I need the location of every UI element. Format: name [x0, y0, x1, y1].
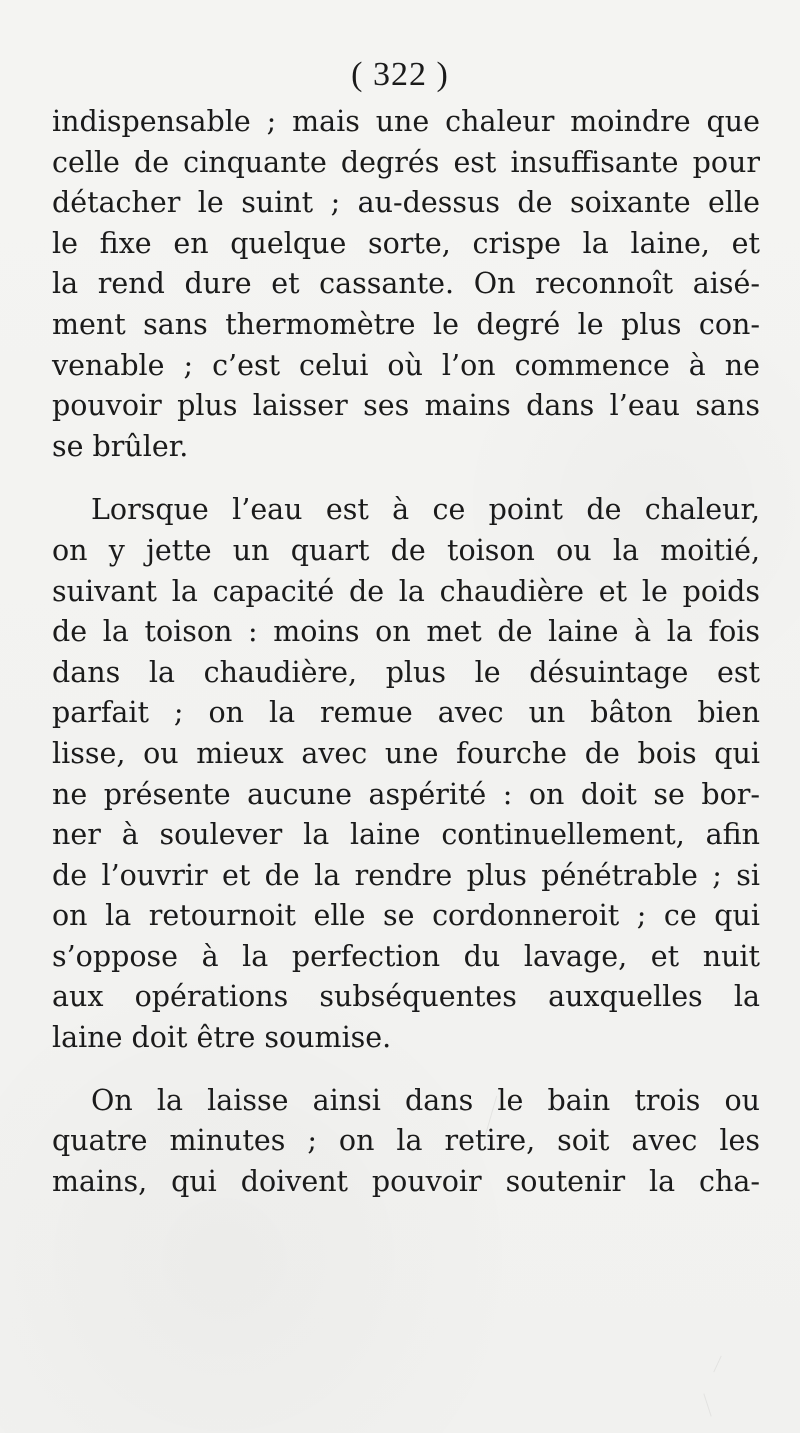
text-line: suivant la capacité de la chaudière et le poids [52, 574, 760, 608]
paragraph-2 [52, 490, 760, 1058]
text-line: aux opérations subséquentes auxquelles la [52, 980, 760, 1014]
text-line: le fixe en quelque sorte, crispe la laine, et [52, 226, 760, 260]
text-line: quatre minutes ; on la retire, soit avec les [52, 1124, 760, 1158]
text-line: parfait ; on la remue avec un bâton bien [52, 696, 760, 730]
text-line: Lorsque l’eau est à ce point de chaleur, [91, 493, 760, 527]
text-line: de la toison : moins on met de laine à la fois [52, 615, 760, 649]
text-line: mains, qui doivent pouvoir soutenir la cha- [52, 1164, 760, 1198]
text-line: venable ; c’est celui où l’on commence à ne [52, 348, 760, 382]
scan-artifact [713, 1356, 722, 1373]
text-line: de l’ouvrir et de la rendre plus pénétrable ; si [52, 858, 760, 892]
text-line: indispensable ; mais une chaleur moindre que [52, 105, 760, 138]
text-line: la rend dure et cassante. On reconnoît aisé- [52, 267, 760, 301]
page-number: ( 322 ) [351, 56, 449, 93]
text-line: on y jette un quart de toison ou la moitié, [52, 533, 760, 567]
text-line: détacher le suint ; au-dessus de soixante elle [52, 186, 760, 220]
text-line: celle de cinquante degrés est insuffisante pour [52, 145, 760, 179]
text-line: lisse, ou mieux avec une fourche de bois qui [52, 736, 760, 770]
page-text [52, 102, 760, 1202]
text-line: se brûler. [52, 429, 189, 463]
text-line: pouvoir plus laisser ses mains dans l’eau sans [52, 389, 760, 423]
text-line: s’oppose à la perfection du lavage, et nuit [52, 939, 760, 973]
text-line: dans la chaudière, plus le désuintage est [52, 655, 760, 689]
text-line: ner à soulever la laine continuellement, afin [52, 818, 760, 852]
text-line: on la retournoit elle se cordonneroit ; ce qui [52, 899, 760, 933]
text-line: laine doit être soumise. [52, 1021, 392, 1055]
scan-artifact [703, 1393, 711, 1416]
paragraph-3 [52, 1081, 760, 1203]
text-line: ment sans thermomètre le degré le plus con- [52, 307, 760, 341]
paragraph-1 [52, 102, 760, 467]
text-line: ne présente aucune aspérité : on doit se bor- [52, 777, 760, 811]
text-line: On la laisse ainsi dans le bain trois ou [91, 1083, 760, 1117]
